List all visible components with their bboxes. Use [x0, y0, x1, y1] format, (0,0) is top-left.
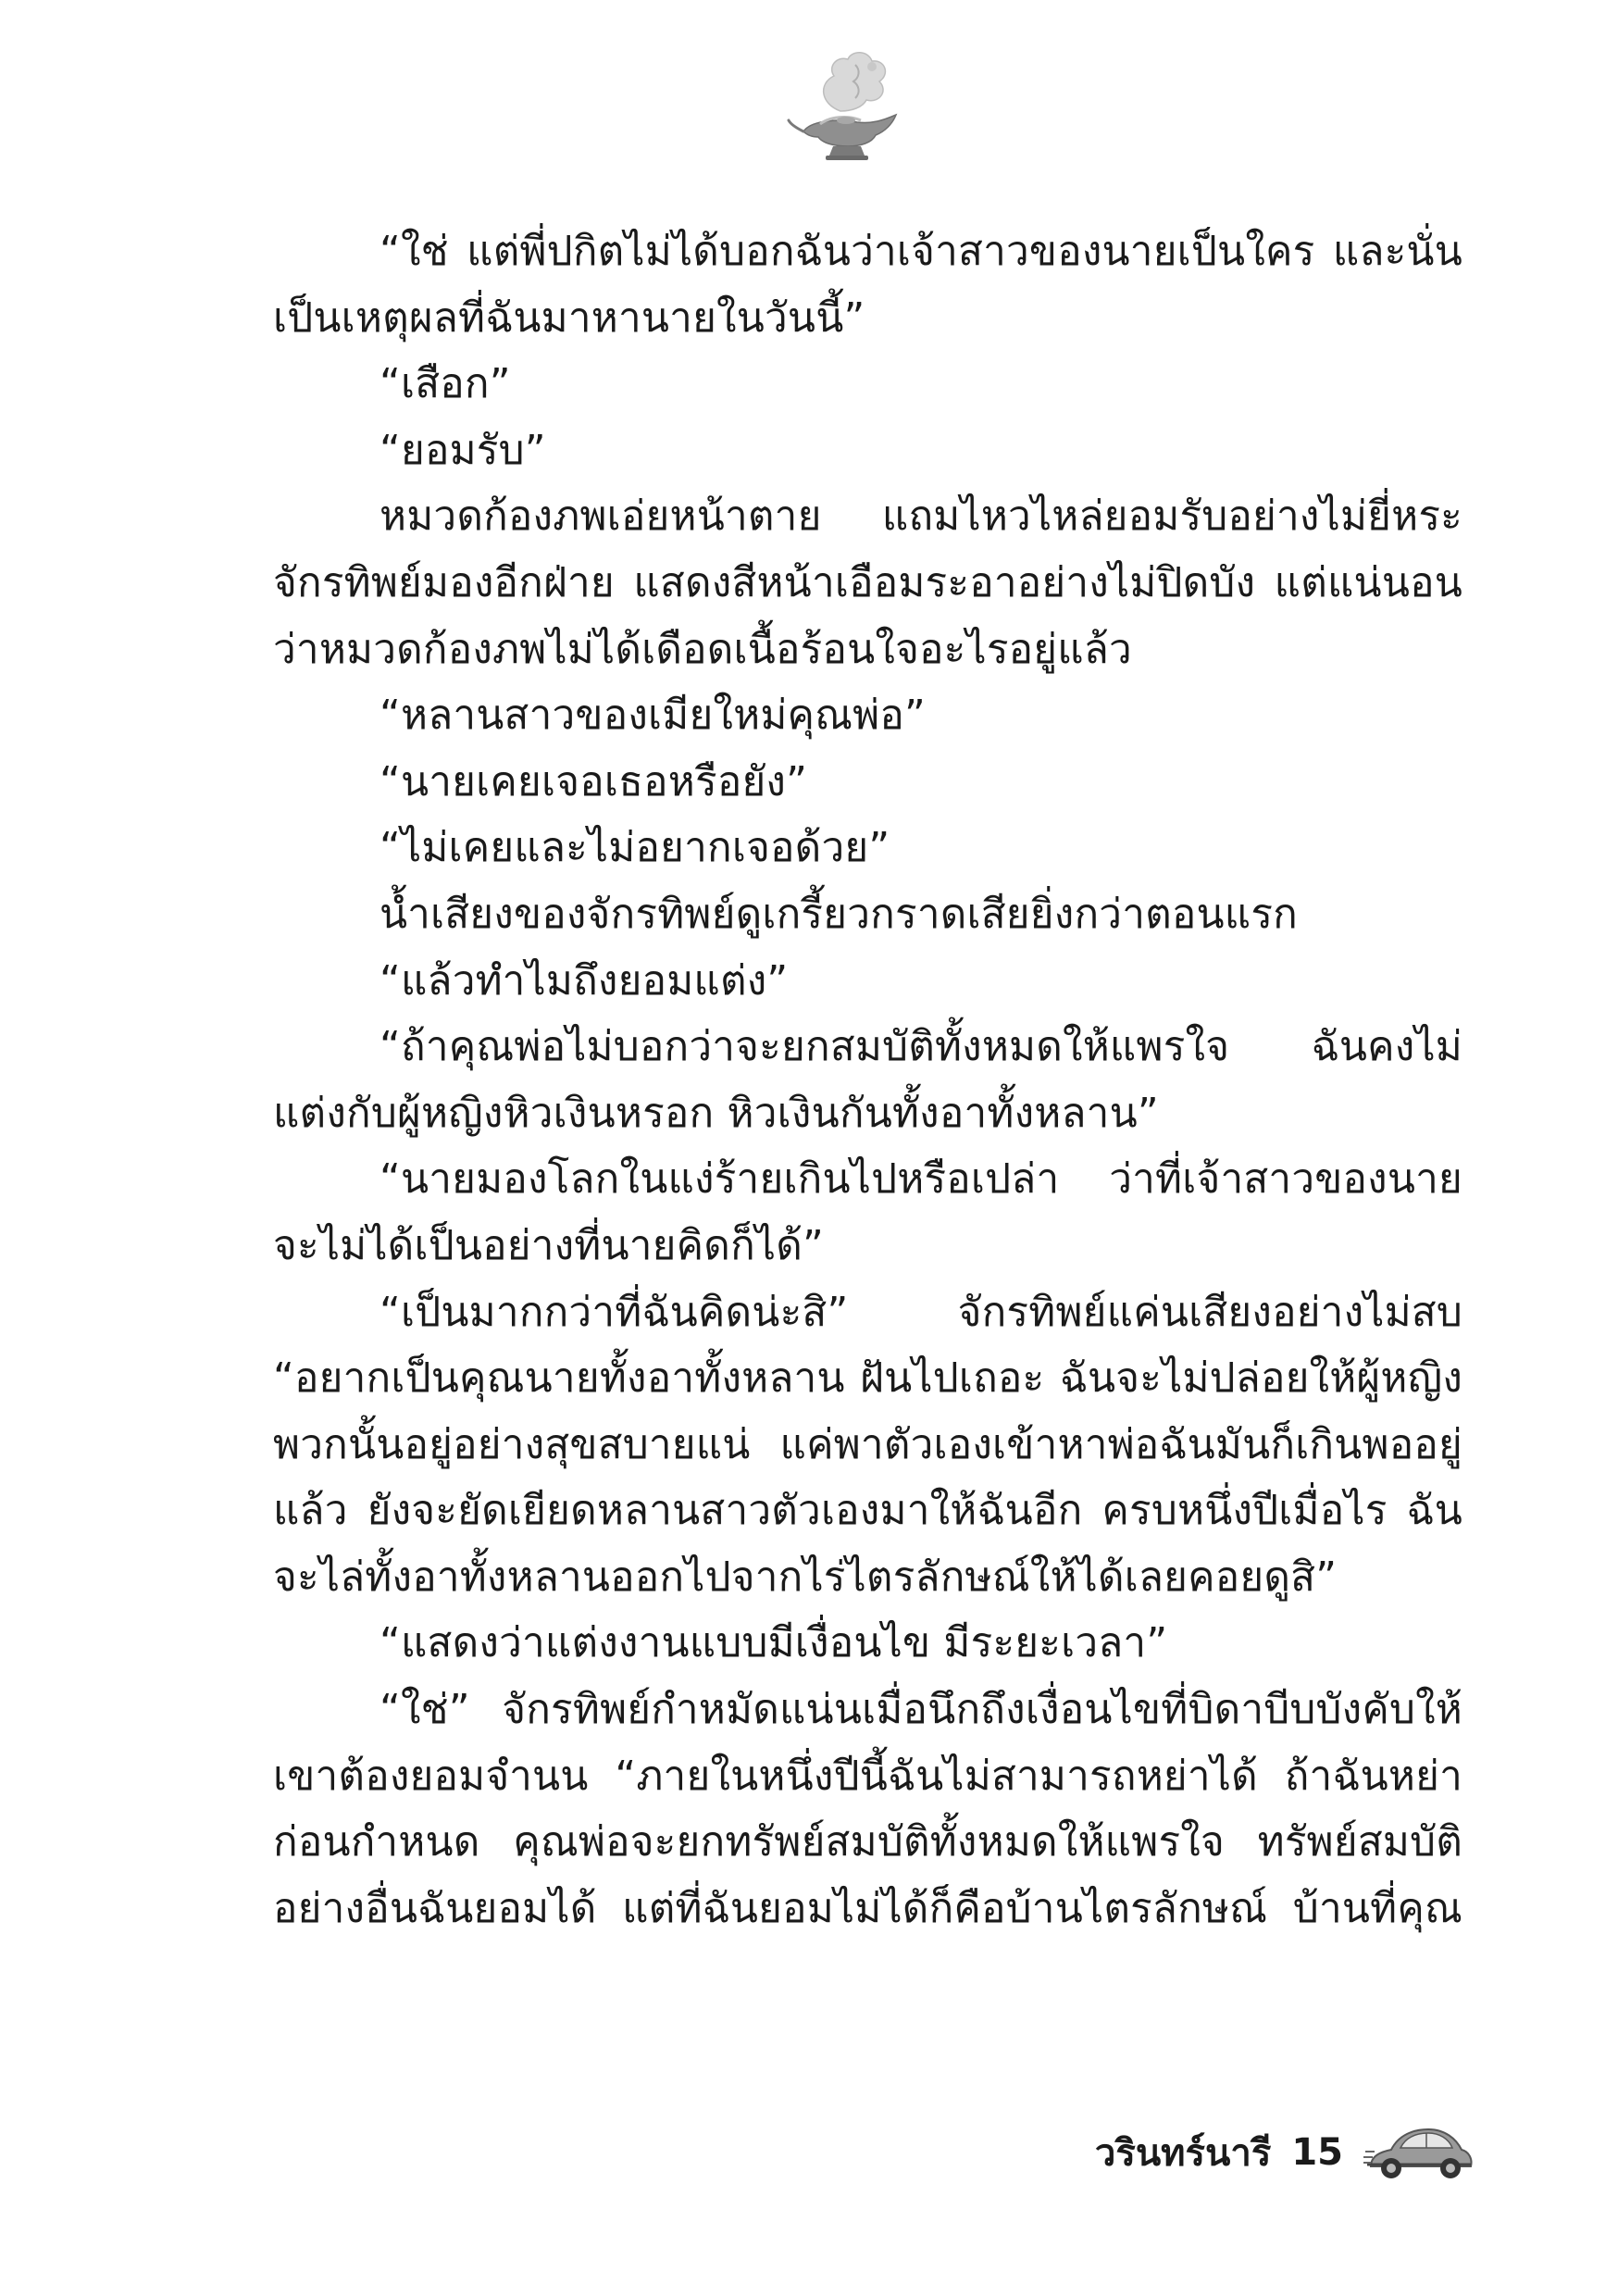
text-line: “หลานสาวของเมียใหม่คุณพ่อ”: [380, 692, 926, 740]
text-line: จักรทิพย์มองอีกฝ่าย แสดงสีหน้าเอือมระอาอย่างไม่ปิดบัง แต่แน่นอน: [273, 558, 1462, 606]
text-line: เป็นเหตุผลที่ฉันมาหานายในวันนี้”: [273, 293, 865, 342]
book-title: วรินทร์นารี: [1094, 2132, 1272, 2175]
text-line: “ถ้าคุณพ่อไม่บอกว่าจะยกสมบัติทั้งหมดให้แพรใจ ฉันคงไม่: [380, 1023, 1462, 1071]
text-line: อย่างอื่นฉันยอมได้ แต่ที่ฉันยอมไม่ได้ก็คือบ้านไตรลักษณ์ บ้านที่คุณ: [273, 1884, 1462, 1932]
text-line: แต่งกับผู้หญิงหิวเงินหรอก หิวเงินกันทั้งอาทั้งหลาน”: [273, 1089, 1159, 1137]
text-line: “เป็นมากกว่าที่ฉันคิดน่ะสิ” จักรทิพย์แค่นเสียงอย่างไม่สบ: [380, 1288, 1462, 1336]
text-line: พวกนั้นอยู่อย่างสุขสบายแน่ แค่พาตัวเองเข้าหาพ่อฉันมันก็เกินพออยู่: [273, 1420, 1462, 1468]
text-line: เขาต้องยอมจำนน “ภายในหนึ่งปีนี้ฉันไม่สามารถหย่าได้ ถ้าฉันหย่า: [273, 1752, 1462, 1800]
text-line: “ไม่เคยและไม่อยากเจอด้วย”: [380, 824, 890, 872]
text-line: “อยากเป็นคุณนายทั้งอาทั้งหลาน ฝันไปเถอะ ฉันจะไม่ปล่อยให้ผู้หญิง: [273, 1354, 1462, 1403]
text-line: “ใช่” จักรทิพย์กำหมัดแน่นเมื่อนึกถึงเงื่อนไขที่บิดาบีบบังคับให้: [380, 1686, 1462, 1734]
text-line: ว่าหมวดก้องภพไม่ได้เดือดเนื้อร้อนใจอะไรอยู่แล้ว: [273, 625, 1132, 673]
text-line: จะไล่ทั้งอาทั้งหลานออกไปจากไร่ไตรลักษณ์ให้ได้เลยคอยดูสิ”: [273, 1553, 1338, 1601]
text-line: หมวดก้องภพเอ่ยหน้าตาย แถมไหวไหล่ยอมรับอย่างไม่ยี่หระ: [380, 493, 1462, 541]
text-line: “นายมองโลกในแง่ร้ายเกินไปหรือเปล่า ว่าที่เจ้าสาวของนาย: [380, 1155, 1462, 1204]
body-text: [273, 218, 1462, 1941]
text-line: “ใช่ แต่พี่ปกิตไม่ได้บอกฉันว่าเจ้าสาวของนายเป็นใคร และนั่น: [380, 228, 1462, 275]
text-line: “ยอมรับ”: [380, 426, 546, 474]
text-line: น้ำเสียงของจักรทิพย์ดูเกรี้ยวกราดเสียยิ่งกว่าตอนแรก: [380, 890, 1299, 938]
text-line: “เสือก”: [380, 360, 511, 408]
text-line: จะไม่ได้เป็นอย่างที่นายคิดก็ได้”: [273, 1221, 825, 1269]
text-line: “แล้วทำไมถึงยอมแต่ง”: [380, 956, 789, 1004]
genie-lamp-icon: [783, 46, 913, 167]
text-line: “นายเคยเจอเธอหรือยัง”: [380, 757, 808, 805]
page-footer: [1095, 2115, 1475, 2190]
text-line: แล้ว ยังจะยัดเยียดหลานสาวตัวเองมาให้ฉันอีก ครบหนึ่งปีเมื่อไร ฉัน: [273, 1487, 1462, 1535]
page-number: 15: [1291, 2131, 1343, 2174]
text-line: “แสดงว่าแต่งงานแบบมีเงื่อนไข มีระยะเวลา”: [380, 1619, 1168, 1667]
vintage-car-icon: [1363, 2120, 1475, 2185]
text-line: ก่อนกำหนด คุณพ่อจะยกทรัพย์สมบัติทั้งหมดให้แพรใจ ทรัพย์สมบัติ: [273, 1818, 1462, 1866]
